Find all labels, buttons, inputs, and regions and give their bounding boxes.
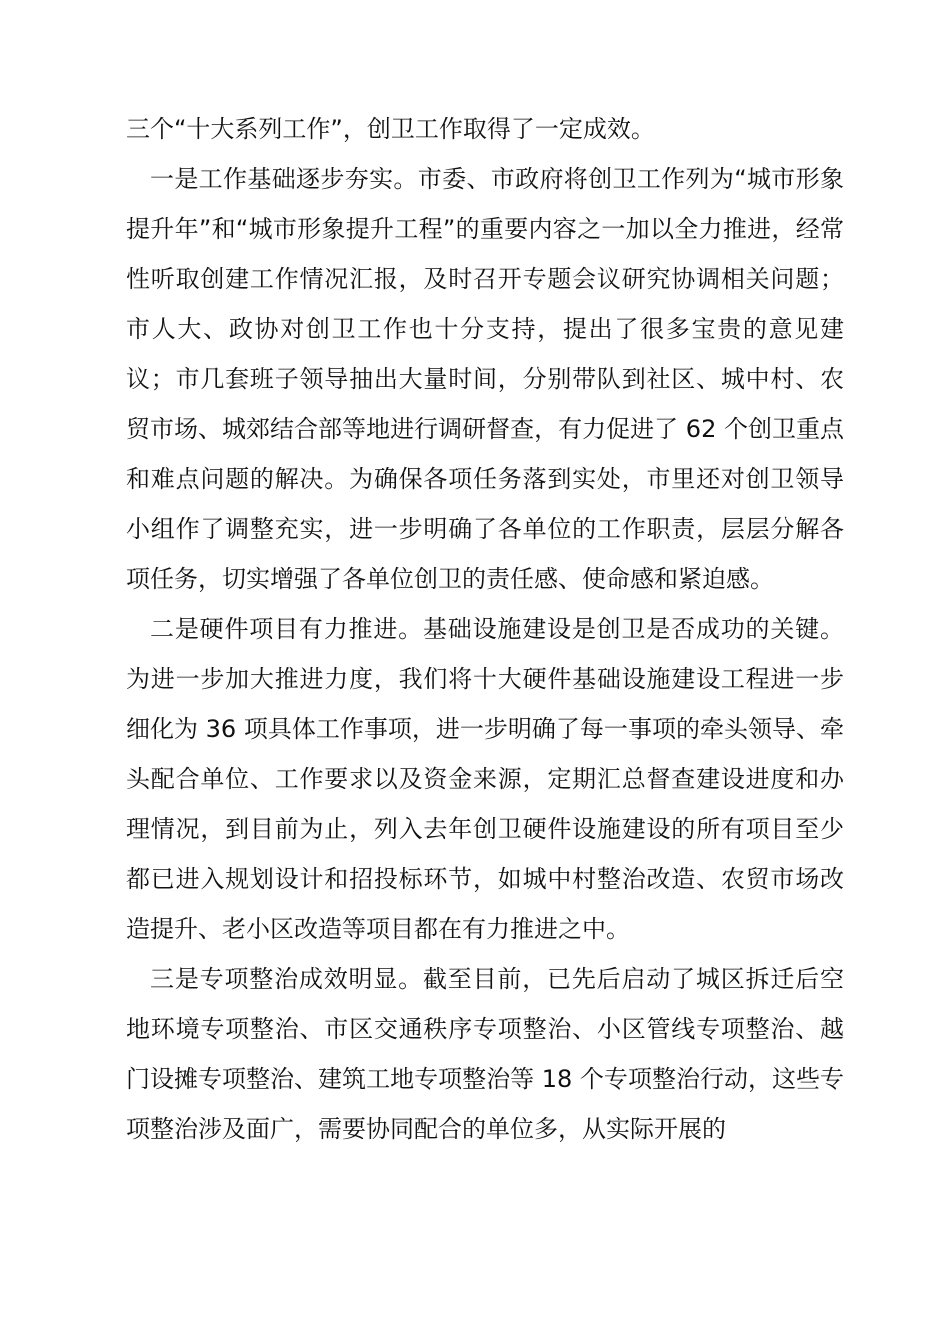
paragraph-work-foundation: 一是工作基础逐步夯实。市委、市政府将创卫工作列为“城市形象提升年”和“城市形象提升工程”的重要内容之一加以全力推进，经常性听取创建工作情况汇报，及时召开专题会议研究协调相关问题；市人大、政协对创卫工作也十分支持，提出了很多宝贵的意见建议；市几套班子领导抽出大量时间，分别带队到社区、城中村、农贸市场、城郊结合部等地进行调研督查，有力促进了 62 个创卫重点和难点问题的解决。为确保各项任务落到实处，市里还对创卫领导小组作了调整充实，进一步明确了各单位的工作职责，层层分解各项任务，切实增强了各单位创卫的责任感、使命感和紧迫感。 [126, 165, 844, 593]
document-page [126, 104, 844, 1154]
paragraph-hardware-projects: 二是硬件项目有力推进。基础设施建设是创卫是否成功的关键。为进一步加大推进力度，我们将十大硬件基础设施建设工程进一步细化为 36 项具体工作事项，进一步明确了每一事项的牵头领导、牵头配合单位、工作要求以及资金来源，定期汇总督查建设进度和办理情况，到目前为止，列入去年创卫硬件设施建设的所有项目至少都已进入规划设计和招投标环节，如城中村整治改造、农贸市场改造提升、老小区改造等项目都在有力推进之中。 [126, 615, 844, 943]
paragraph-intro: 三个“十大系列工作”，创卫工作取得了一定成效。 [126, 115, 655, 143]
paragraph-special-rectification: 三是专项整治成效明显。截至目前，已先后启动了城区拆迁后空地环境专项整治、市区交通秩序专项整治、小区管线专项整治、越门设摊专项整治、建筑工地专项整治等 18 个专项整治行动，这些专项整治涉及面广，需要协同配合的单位多，从实际开展的 [126, 965, 844, 1143]
